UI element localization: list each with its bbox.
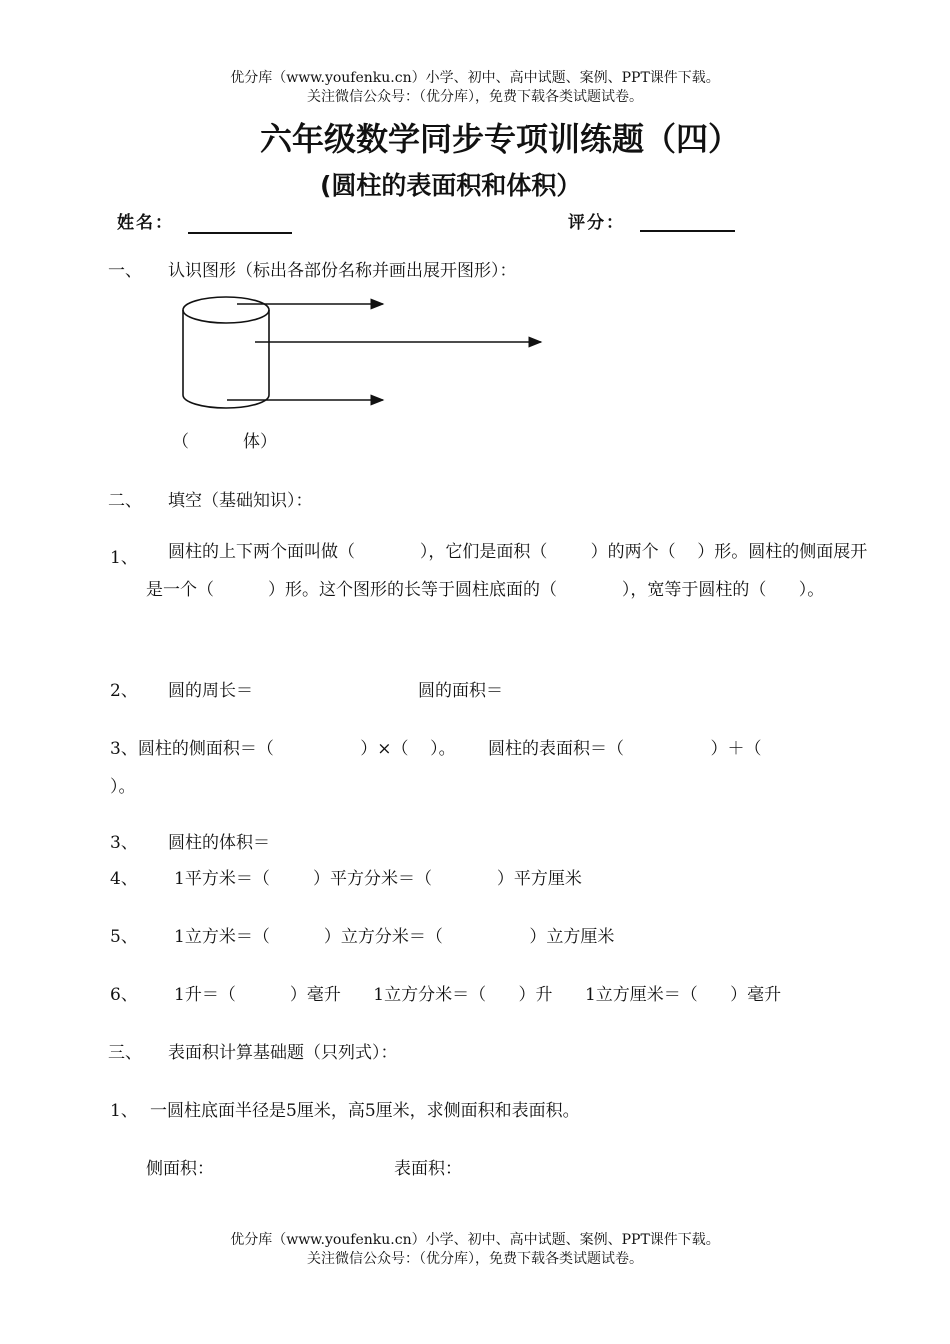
section3-heading: 表面积计算基础题（只列式）：	[168, 1043, 398, 1063]
page-subtitle: (圆柱的表面积和体积）	[320, 171, 582, 200]
q2-circumference: 圆的周长＝	[168, 681, 253, 701]
q4-text: 1平方米＝（ ）平方分米＝（ ）平方厘米	[174, 869, 582, 889]
shape-name-caption: （ 体）	[172, 432, 278, 452]
header-line-2: 关注微信公众号：（优分库），免费下载各类试题试卷。	[307, 89, 643, 105]
footer-line-2: 关注微信公众号：（优分库），免费下载各类试题试卷。	[307, 1251, 643, 1267]
q6-number: 6、	[110, 985, 138, 1005]
surface-area-label: 表面积：	[394, 1159, 462, 1179]
q5-text: 1立方米＝（ ）立方分米＝（ ）立方厘米	[174, 927, 615, 947]
q2-area: 圆的面积＝	[418, 681, 503, 701]
score-blank[interactable]	[640, 230, 735, 232]
section1-number: 一、	[108, 261, 142, 281]
footer-line-1: 优分库（www.youfenku.cn）小学、初中、高中试题、案例、PPT课件下载。	[230, 1232, 720, 1248]
q2-number: 2、	[110, 681, 138, 701]
q1-text: 圆柱的上下两个面叫做（ ），它们是面积（ ）的两个（ ）形。圆柱的侧面展开是一个（ ）形。这个图形的长等于圆柱底面的（ ），宽等于圆柱的（ ）。	[146, 542, 868, 600]
s3-q1-number: 1、	[110, 1101, 138, 1121]
q3-text: 3、圆柱的侧面积＝（ ）×（ ）。 圆柱的表面积＝（ ）＋（	[110, 739, 762, 759]
q4-number: 4、	[110, 869, 138, 889]
section3-number: 三、	[108, 1043, 142, 1063]
section2-number: 二、	[108, 491, 142, 511]
section1-heading: 认识图形（标出各部份名称并画出展开图形）：	[168, 261, 517, 281]
page-title: 六年级数学同步专项训练题（四）	[259, 120, 740, 158]
q5-number: 5、	[110, 927, 138, 947]
lateral-area-label: 侧面积：	[146, 1159, 214, 1179]
q3-continuation: ）。	[110, 777, 136, 797]
q1-number: 1、	[110, 548, 138, 568]
q6-text: 1升＝（ ）毫升 1立方分米＝（ ）升 1立方厘米＝（ ）毫升	[174, 985, 782, 1005]
name-label: 姓名：	[117, 213, 174, 233]
section2-heading: 填空（基础知识）：	[168, 491, 313, 511]
header-line-1: 优分库（www.youfenku.cn）小学、初中、高中试题、案例、PPT课件下载。	[230, 70, 720, 86]
q3b-volume: 圆柱的体积＝	[168, 833, 270, 853]
name-blank[interactable]	[188, 232, 292, 234]
cylinder-diagram	[175, 288, 555, 418]
score-label: 评分：	[568, 213, 625, 233]
cylinder-shape	[183, 297, 269, 408]
q3b-number: 3、	[110, 833, 138, 853]
s3-q1-text: 一圆柱底面半径是5厘米，高5厘米，求侧面积和表面积。	[150, 1101, 580, 1121]
